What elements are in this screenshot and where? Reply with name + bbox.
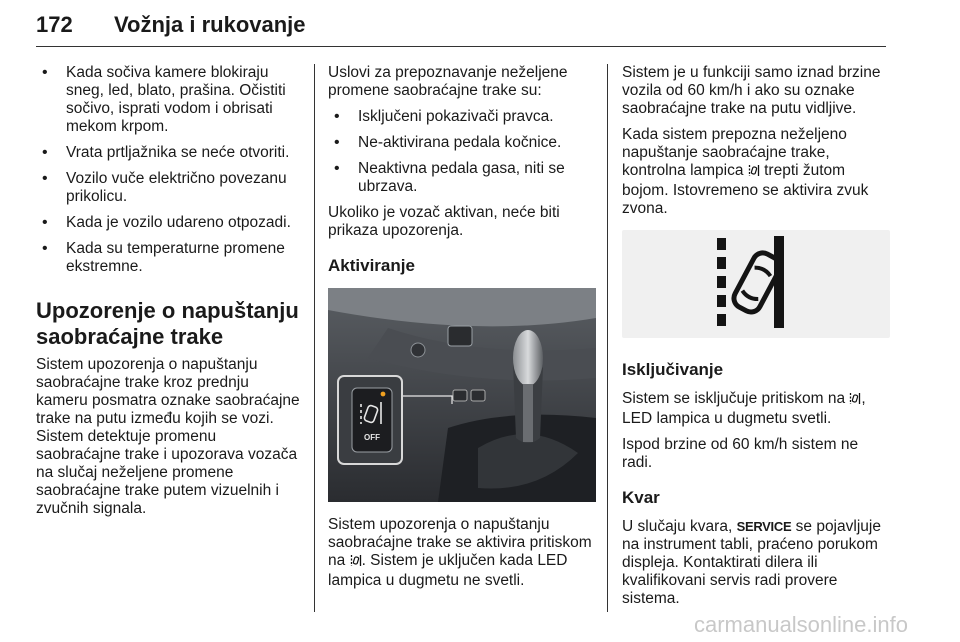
column-1 bbox=[36, 64, 304, 526]
list-item: • Isključeni pokazivači pravca. bbox=[328, 108, 596, 126]
conditions-list bbox=[328, 108, 596, 196]
column-2 bbox=[328, 64, 596, 598]
heading-activation: Aktiviranje bbox=[328, 256, 415, 275]
page-number: 172 bbox=[36, 12, 73, 37]
conditions-intro: Uslovi za prepoznavanje neželjene promene saobraćajne trake su: bbox=[328, 64, 568, 99]
console-photo bbox=[328, 288, 596, 502]
deactivation-text: Sistem se isključuje pritiskom na , LED lampica u dugmetu svetli. bbox=[622, 390, 866, 427]
list-item: • Neaktivna pedala gasa, niti se ubrzava. bbox=[328, 160, 596, 196]
activation-text: Sistem upozorenja o napuštanju saobraćajne trake se aktivira pritiskom na . Sistem je uključen kada LED lampica u dugmetu ne svetli. bbox=[328, 516, 592, 589]
lane-button-icon bbox=[350, 554, 362, 572]
service-indicator: SERVICE bbox=[736, 519, 792, 534]
lane-warning-lamp-icon bbox=[748, 164, 760, 182]
lane-button-icon bbox=[849, 392, 861, 410]
section-intro: Sistem upozorenja o napuštanju saobraćajne trake kroz prednju kameru posmatra oznake saobraćajne trake na putu između kojih se vozi. Sistem detektuje promenu saobraćajne trake i upozorava vozača na slučaj neželjene promene saobraćajne trake putem vizuelnih i zvučnih signala. bbox=[36, 356, 300, 517]
list-item: • Kada su temperaturne promene ekstremne. bbox=[36, 240, 304, 276]
lane-departure-symbol-illustration bbox=[622, 230, 890, 338]
limitations-list bbox=[36, 64, 304, 276]
list-item: • Vozilo vuče električno povezanu prikolicu. bbox=[36, 170, 304, 206]
column-3 bbox=[622, 64, 890, 616]
page-header bbox=[36, 6, 886, 46]
fault-text: U slučaju kvara, SERVICE se pojavljuje na instrument tabli, praćeno porukom displeja. Kontaktirati dilera ili kvalifikovani servis radi provere sistema. bbox=[622, 518, 881, 607]
heading-fault: Kvar bbox=[622, 488, 660, 507]
list-item: • Kada je vozilo udareno otpozadi. bbox=[36, 214, 304, 232]
button-off-label: OFF bbox=[364, 433, 380, 442]
watermark: carmanualsonline.info bbox=[693, 612, 908, 637]
speed-limit-text: Ispod brzine od 60 km/h sistem ne radi. bbox=[622, 436, 859, 471]
list-item: • Kada sočiva kamere blokiraju sneg, led, blato, prašina. Očistiti sočivo, isprati vodom i obrisati mekom krpom. bbox=[36, 64, 304, 136]
list-item: • Ne-aktivirana pedala kočnice. bbox=[328, 134, 596, 152]
section-heading: Upozorenje o napuštanju saobraćajne trake bbox=[36, 298, 299, 349]
header-rule bbox=[36, 46, 886, 47]
driver-active-note: Ukoliko je vozač aktivan, neće biti prikaza upozorenja. bbox=[328, 204, 560, 239]
column-divider-2 bbox=[607, 64, 608, 612]
list-item: • Vrata prtljažnika se neće otvoriti. bbox=[36, 144, 304, 162]
function-speed-text: Sistem je u funkciji samo iznad brzine vozila od 60 km/h i ako su oznake saobraćajne trake na putu vidljive. bbox=[622, 64, 881, 117]
chapter-title: Vožnja i rukovanje bbox=[114, 12, 306, 37]
warning-text: Kada sistem prepozna neželjeno napuštanje saobraćajne trake, kontrolna lampica trepti žutom bojom. Istovremeno se aktivira zvuk zvona. bbox=[622, 126, 869, 217]
heading-deactivation: Isključivanje bbox=[622, 360, 724, 379]
column-divider-1 bbox=[314, 64, 315, 612]
